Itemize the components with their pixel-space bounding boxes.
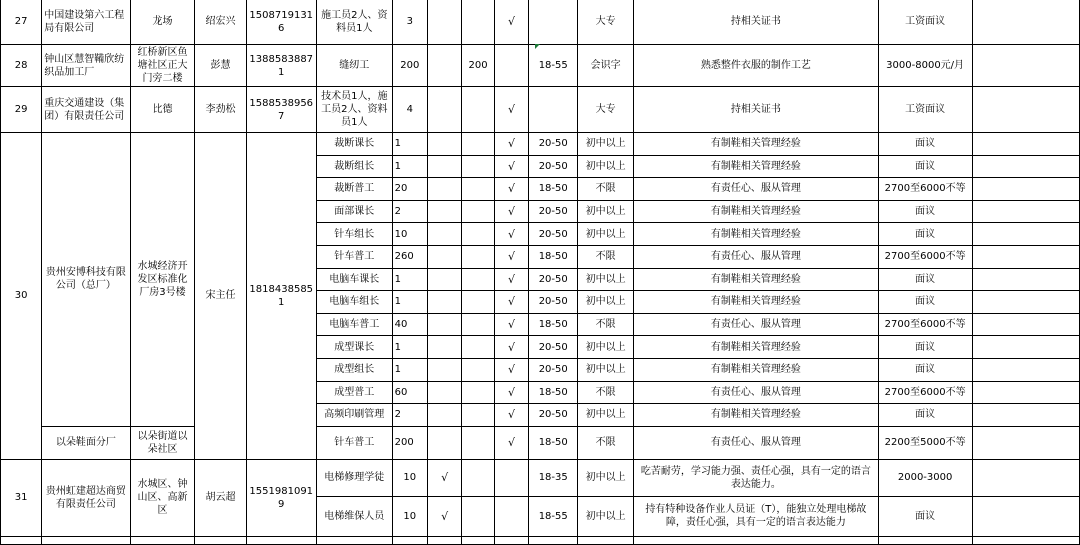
empty-cell[interactable] <box>972 45 1079 87</box>
position-cell[interactable]: 针车普工 <box>316 245 392 268</box>
gender-unlimited-cell[interactable]: √ <box>494 381 528 404</box>
headcount-cell[interactable]: 2 <box>392 200 427 223</box>
address-cell[interactable]: 比德 <box>130 87 195 133</box>
contact-cell[interactable]: 彭慧 <box>195 45 246 87</box>
male-cell[interactable]: √ <box>427 459 461 496</box>
male-cell[interactable] <box>427 268 461 291</box>
male-cell[interactable] <box>427 155 461 178</box>
empty-cell[interactable] <box>972 291 1079 314</box>
requirement-cell[interactable]: 有制鞋相关管理经验 <box>634 404 879 427</box>
male-cell[interactable] <box>427 245 461 268</box>
empty-cell[interactable] <box>972 381 1079 404</box>
male-cell[interactable] <box>427 404 461 427</box>
position-cell[interactable]: 成型课长 <box>316 336 392 359</box>
salary-cell[interactable]: 面议 <box>878 496 972 536</box>
empty-cell[interactable] <box>972 404 1079 427</box>
position-cell[interactable]: 成型组长 <box>316 358 392 381</box>
empty-cell[interactable] <box>972 313 1079 336</box>
education-cell[interactable]: 初中以上 <box>578 496 634 536</box>
salary-cell[interactable]: 面议 <box>878 133 972 156</box>
table-row <box>1 426 1080 459</box>
row-number-cell[interactable]: 28 <box>1 45 42 87</box>
male-cell[interactable] <box>427 178 461 201</box>
position-cell[interactable]: 面部课长 <box>316 200 392 223</box>
male-cell[interactable]: √ <box>427 496 461 536</box>
position-cell[interactable]: 电梯修理学徒 <box>316 459 392 496</box>
headcount-cell[interactable]: 20 <box>392 178 427 201</box>
male-cell[interactable] <box>427 200 461 223</box>
position-cell[interactable]: 技术员1人，施工员2人、资料员1人 <box>316 87 392 133</box>
female-cell[interactable] <box>462 200 494 223</box>
salary-cell[interactable]: 3000-8000元/月 <box>878 45 972 87</box>
requirement-cell[interactable]: 有责任心、服从管理 <box>634 245 879 268</box>
age-cell[interactable]: 18-50 <box>529 178 578 201</box>
female-cell[interactable] <box>462 268 494 291</box>
requirement-cell[interactable]: 有制鞋相关管理经验 <box>634 155 879 178</box>
company-cell[interactable]: 重庆交通建设（集团）有限责任公司 <box>42 87 130 133</box>
gender-unlimited-cell[interactable]: √ <box>494 404 528 427</box>
female-cell[interactable] <box>462 459 494 496</box>
row-number-cell[interactable]: 29 <box>1 87 42 133</box>
requirement-cell[interactable]: 持有特种设备作业人员证（T），能独立处理电梯故障，责任心强，具有一定的语言表达能力 <box>634 496 879 536</box>
salary-cell[interactable]: 2700至6000不等 <box>878 245 972 268</box>
position-cell[interactable]: 裁断课长 <box>316 133 392 156</box>
empty-cell[interactable] <box>972 268 1079 291</box>
position-cell[interactable]: 电脑车课长 <box>316 268 392 291</box>
headcount-cell[interactable]: 1 <box>392 291 427 314</box>
requirement-cell[interactable]: 有制鞋相关管理经验 <box>634 336 879 359</box>
gender-unlimited-cell[interactable]: √ <box>494 245 528 268</box>
salary-cell[interactable]: 2700至6000不等 <box>878 381 972 404</box>
gender-unlimited-cell[interactable]: √ <box>494 87 528 133</box>
table-row <box>1 536 1080 544</box>
age-cell[interactable]: 20-50 <box>529 133 578 156</box>
empty-cell[interactable] <box>316 536 392 544</box>
female-cell[interactable] <box>462 0 494 45</box>
headcount-cell[interactable]: 4 <box>392 87 427 133</box>
male-cell[interactable] <box>427 87 461 133</box>
male-cell[interactable] <box>427 358 461 381</box>
male-cell[interactable] <box>427 291 461 314</box>
contact-cell[interactable]: 宋主任 <box>195 133 246 460</box>
empty-cell[interactable] <box>462 536 494 544</box>
requirement-cell[interactable]: 熟悉整件衣服的制作工艺 <box>634 45 879 87</box>
age-cell[interactable]: 18-50 <box>529 245 578 268</box>
age-cell[interactable]: 20-50 <box>529 336 578 359</box>
education-cell[interactable]: 初中以上 <box>578 358 634 381</box>
education-cell[interactable]: 初中以上 <box>578 459 634 496</box>
education-cell[interactable]: 初中以上 <box>578 200 634 223</box>
salary-cell[interactable]: 面议 <box>878 155 972 178</box>
education-cell[interactable]: 会识字 <box>578 45 634 87</box>
salary-cell[interactable]: 面议 <box>878 336 972 359</box>
age-cell[interactable]: 18-50 <box>529 313 578 336</box>
address-cell[interactable]: 龙场 <box>130 0 195 45</box>
phone-cell[interactable]: 18184385851 <box>246 133 316 460</box>
headcount-cell[interactable]: 200 <box>392 426 427 459</box>
male-cell[interactable] <box>427 336 461 359</box>
position-cell[interactable]: 缝纫工 <box>316 45 392 87</box>
company-cell[interactable]: 钟山区慧智鞴欣纺织品加工厂 <box>42 45 130 87</box>
female-cell[interactable] <box>462 133 494 156</box>
phone-cell[interactable]: 15087191316 <box>246 0 316 45</box>
headcount-cell[interactable]: 2 <box>392 404 427 427</box>
contact-cell[interactable]: 胡云超 <box>195 459 246 536</box>
position-cell[interactable]: 裁断组长 <box>316 155 392 178</box>
age-cell[interactable] <box>529 0 578 45</box>
gender-unlimited-cell[interactable] <box>494 45 528 87</box>
education-cell[interactable]: 不限 <box>578 313 634 336</box>
headcount-cell[interactable]: 1 <box>392 268 427 291</box>
requirement-cell[interactable]: 有制鞋相关管理经验 <box>634 268 879 291</box>
male-cell[interactable] <box>427 223 461 246</box>
gender-unlimited-cell[interactable]: √ <box>494 291 528 314</box>
row-number-cell[interactable]: 30 <box>1 133 42 460</box>
education-cell[interactable]: 初中以上 <box>578 291 634 314</box>
position-cell[interactable]: 成型普工 <box>316 381 392 404</box>
salary-cell[interactable]: 面议 <box>878 404 972 427</box>
headcount-cell[interactable]: 260 <box>392 245 427 268</box>
salary-cell[interactable]: 面议 <box>878 291 972 314</box>
education-cell[interactable]: 初中以上 <box>578 268 634 291</box>
company-cell[interactable]: 贵州虹建超达商贸有限责任公司 <box>42 459 130 536</box>
gender-unlimited-cell[interactable]: √ <box>494 0 528 45</box>
age-cell[interactable]: 18-55 <box>529 45 578 87</box>
position-cell[interactable]: 电脑车组长 <box>316 291 392 314</box>
headcount-cell[interactable]: 1 <box>392 336 427 359</box>
age-cell[interactable]: 20-50 <box>529 404 578 427</box>
empty-cell[interactable] <box>195 536 246 544</box>
age-cell[interactable]: 20-50 <box>529 223 578 246</box>
position-cell[interactable]: 电脑车普工 <box>316 313 392 336</box>
headcount-cell[interactable]: 200 <box>392 45 427 87</box>
empty-cell[interactable] <box>878 536 972 544</box>
gender-unlimited-cell[interactable]: √ <box>494 336 528 359</box>
education-cell[interactable]: 初中以上 <box>578 223 634 246</box>
empty-cell[interactable] <box>972 133 1079 156</box>
requirement-cell[interactable]: 有制鞋相关管理经验 <box>634 291 879 314</box>
female-cell[interactable] <box>462 291 494 314</box>
age-cell[interactable]: 20-50 <box>529 358 578 381</box>
requirement-cell[interactable]: 有制鞋相关管理经验 <box>634 223 879 246</box>
branch-address-cell[interactable]: 以朵街道以朵社区 <box>130 426 195 459</box>
male-cell[interactable] <box>427 45 461 87</box>
age-cell[interactable] <box>529 87 578 133</box>
age-cell[interactable]: 18-35 <box>529 459 578 496</box>
empty-cell[interactable] <box>246 536 316 544</box>
table-row <box>1 133 1080 156</box>
empty-cell[interactable] <box>42 536 130 544</box>
age-cell[interactable]: 18-50 <box>529 381 578 404</box>
headcount-cell[interactable]: 60 <box>392 381 427 404</box>
female-cell[interactable]: 200 <box>462 45 494 87</box>
empty-cell[interactable] <box>972 459 1079 496</box>
empty-cell[interactable] <box>972 87 1079 133</box>
salary-cell[interactable]: 面议 <box>878 223 972 246</box>
phone-cell[interactable]: 15519810919 <box>246 459 316 536</box>
address-cell[interactable]: 水城区、钟山区、高新区 <box>130 459 195 536</box>
age-cell[interactable]: 20-50 <box>529 155 578 178</box>
empty-cell[interactable] <box>972 358 1079 381</box>
table-row <box>1 0 1080 45</box>
address-cell[interactable]: 水城经济开发区标准化厂房3号楼 <box>130 133 195 427</box>
education-cell[interactable]: 不限 <box>578 178 634 201</box>
salary-cell[interactable]: 2000-3000 <box>878 459 972 496</box>
table-row <box>1 87 1080 133</box>
female-cell[interactable] <box>462 336 494 359</box>
empty-cell[interactable] <box>972 223 1079 246</box>
salary-cell[interactable]: 面议 <box>878 200 972 223</box>
female-cell[interactable] <box>462 358 494 381</box>
age-cell[interactable]: 20-50 <box>529 268 578 291</box>
education-cell[interactable]: 初中以上 <box>578 133 634 156</box>
row-number-cell[interactable]: 31 <box>1 459 42 536</box>
age-cell[interactable]: 20-50 <box>529 200 578 223</box>
female-cell[interactable] <box>462 313 494 336</box>
comment-marker <box>535 44 540 49</box>
gender-unlimited-cell[interactable]: √ <box>494 358 528 381</box>
empty-cell[interactable] <box>972 426 1079 459</box>
female-cell[interactable] <box>462 245 494 268</box>
salary-cell[interactable]: 2700至6000不等 <box>878 313 972 336</box>
salary-cell[interactable]: 2200至5000不等 <box>878 426 972 459</box>
male-cell[interactable] <box>427 0 461 45</box>
female-cell[interactable] <box>462 426 494 459</box>
requirement-cell[interactable]: 有制鞋相关管理经验 <box>634 358 879 381</box>
branch-company-cell[interactable]: 以朵鞋面分厂 <box>42 426 130 459</box>
education-cell[interactable]: 不限 <box>578 381 634 404</box>
gender-unlimited-cell[interactable]: √ <box>494 155 528 178</box>
empty-cell[interactable] <box>972 0 1079 45</box>
company-cell[interactable]: 贵州安博科技有限公司（总厂） <box>42 133 130 427</box>
table-row <box>1 45 1080 87</box>
empty-cell[interactable] <box>972 496 1079 536</box>
salary-cell[interactable]: 工资面议 <box>878 0 972 45</box>
headcount-cell[interactable]: 1 <box>392 133 427 156</box>
female-cell[interactable] <box>462 404 494 427</box>
position-cell[interactable]: 施工员2人、资料员1人 <box>316 0 392 45</box>
education-cell[interactable]: 初中以上 <box>578 404 634 427</box>
position-cell[interactable]: 高频印刷管理 <box>316 404 392 427</box>
female-cell[interactable] <box>462 87 494 133</box>
gender-unlimited-cell[interactable]: √ <box>494 178 528 201</box>
empty-cell[interactable] <box>529 536 578 544</box>
position-cell[interactable]: 针车组长 <box>316 223 392 246</box>
education-cell[interactable]: 初中以上 <box>578 336 634 359</box>
address-cell[interactable]: 红桥新区鱼塘社区正大门旁二楼 <box>130 45 195 87</box>
table-body <box>1 0 1080 544</box>
empty-cell[interactable] <box>634 536 879 544</box>
empty-cell[interactable] <box>427 536 461 544</box>
phone-cell[interactable]: 13885838871 <box>246 45 316 87</box>
female-cell[interactable] <box>462 496 494 536</box>
empty-cell[interactable] <box>392 536 427 544</box>
male-cell[interactable] <box>427 133 461 156</box>
gender-unlimited-cell[interactable]: √ <box>494 133 528 156</box>
gender-unlimited-cell[interactable]: √ <box>494 426 528 459</box>
phone-cell[interactable]: 15885389567 <box>246 87 316 133</box>
requirement-cell[interactable]: 吃苦耐劳，学习能力强、责任心强，具有一定的语言表达能力。 <box>634 459 879 496</box>
company-cell[interactable]: 中国建设第六工程局有限公司 <box>42 0 130 45</box>
education-cell[interactable]: 不限 <box>578 245 634 268</box>
headcount-cell[interactable]: 3 <box>392 0 427 45</box>
contact-cell[interactable]: 李劲松 <box>195 87 246 133</box>
gender-unlimited-cell[interactable] <box>494 496 528 536</box>
salary-cell[interactable]: 面议 <box>878 268 972 291</box>
education-cell[interactable]: 大专 <box>578 0 634 45</box>
empty-cell[interactable] <box>972 200 1079 223</box>
headcount-cell[interactable]: 1 <box>392 155 427 178</box>
gender-unlimited-cell[interactable]: √ <box>494 223 528 246</box>
contact-cell[interactable]: 绍宏兴 <box>195 0 246 45</box>
education-cell[interactable]: 初中以上 <box>578 155 634 178</box>
requirement-cell[interactable]: 有责任心、服从管理 <box>634 381 879 404</box>
empty-cell[interactable] <box>972 245 1079 268</box>
salary-cell[interactable]: 面议 <box>878 358 972 381</box>
gender-unlimited-cell[interactable]: √ <box>494 268 528 291</box>
position-cell[interactable]: 裁断普工 <box>316 178 392 201</box>
row-number-cell[interactable]: 27 <box>1 0 42 45</box>
gender-unlimited-cell[interactable] <box>494 459 528 496</box>
table-row <box>1 459 1080 496</box>
position-cell[interactable]: 电梯维保人员 <box>316 496 392 536</box>
male-cell[interactable] <box>427 426 461 459</box>
male-cell[interactable] <box>427 381 461 404</box>
requirement-cell[interactable]: 有责任心、服从管理 <box>634 313 879 336</box>
empty-cell[interactable] <box>972 178 1079 201</box>
empty-cell[interactable] <box>130 536 195 544</box>
education-cell[interactable]: 大专 <box>578 87 634 133</box>
empty-cell[interactable] <box>1 536 42 544</box>
age-cell[interactable]: 18-50 <box>529 426 578 459</box>
gender-unlimited-cell[interactable]: √ <box>494 200 528 223</box>
female-cell[interactable] <box>462 155 494 178</box>
salary-cell[interactable]: 2700至6000不等 <box>878 178 972 201</box>
requirement-cell[interactable]: 有责任心、服从管理 <box>634 426 879 459</box>
position-cell[interactable]: 针车普工 <box>316 426 392 459</box>
male-cell[interactable] <box>427 313 461 336</box>
requirement-cell[interactable]: 持相关证书 <box>634 87 879 133</box>
requirement-cell[interactable]: 有制鞋相关管理经验 <box>634 200 879 223</box>
headcount-cell[interactable]: 40 <box>392 313 427 336</box>
female-cell[interactable] <box>462 223 494 246</box>
female-cell[interactable] <box>462 381 494 404</box>
headcount-cell[interactable]: 1 <box>392 358 427 381</box>
requirement-cell[interactable]: 持相关证书 <box>634 0 879 45</box>
empty-cell[interactable] <box>972 536 1079 544</box>
age-cell[interactable]: 20-50 <box>529 291 578 314</box>
requirement-cell[interactable]: 有责任心、服从管理 <box>634 178 879 201</box>
empty-cell[interactable] <box>494 536 528 544</box>
headcount-cell[interactable]: 10 <box>392 223 427 246</box>
gender-unlimited-cell[interactable]: √ <box>494 313 528 336</box>
headcount-cell[interactable]: 10 <box>392 496 427 536</box>
empty-cell[interactable] <box>578 536 634 544</box>
requirement-cell[interactable]: 有制鞋相关管理经验 <box>634 133 879 156</box>
salary-cell[interactable]: 工资面议 <box>878 87 972 133</box>
education-cell[interactable]: 不限 <box>578 426 634 459</box>
age-cell[interactable]: 18-55 <box>529 496 578 536</box>
empty-cell[interactable] <box>972 155 1079 178</box>
empty-cell[interactable] <box>972 336 1079 359</box>
female-cell[interactable] <box>462 178 494 201</box>
headcount-cell[interactable]: 10 <box>392 459 427 496</box>
